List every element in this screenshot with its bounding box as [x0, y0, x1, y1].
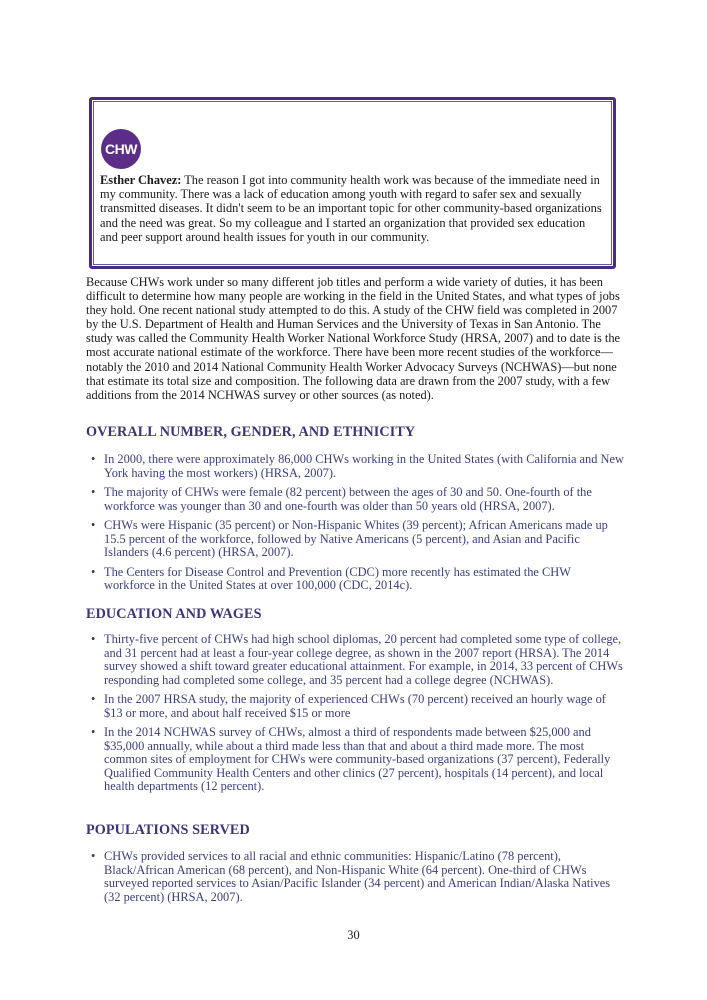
list-item: • In the 2007 HRSA study, the majority of experienced CHWs (70 percent) received an hourly wage of $13 or more, and about half received $15 or more — [86, 693, 624, 720]
bullet-list-populations — [86, 850, 624, 910]
list-item: • Thirty-five percent of CHWs had high school diplomas, 20 percent had completed some type of college, and 31 percent had at least a four-year college degree, as shown in the 2007 report (HRSA). The 2014 survey showed a shift toward greater educational attainment. For example, in 2014, 33 percent of CHWs responding had completed some college, and 35 percent had a college degree (NCHWAS). — [86, 633, 624, 687]
quote-text — [100, 173, 605, 244]
quote-speaker: Esther Chavez: — [100, 173, 182, 187]
list-item: • The Centers for Disease Control and Prevention (CDC) more recently has estimated the CHW workforce in the United States at over 100,000 (CDC, 2014c). — [86, 566, 624, 593]
list-item: • The majority of CHWs were female (82 percent) between the ages of 30 and 50. One-fourth of the workforce was younger than 30 and one-fourth was older than 50 years old (HRSA, 2007). — [86, 486, 624, 513]
quote-body: The reason I got into community health work was because of the immediate need in my community. There was a lack of education among youth with regard to safer sex and sexually transmitted diseases. It didn't seem to be an important topic for other community-based organizations and the need was great. So my colleague and I started an organization that provided sex education and peer support around health issues for youth in our community. — [100, 173, 602, 244]
section-heading-populations: POPULATIONS SERVED — [86, 822, 250, 838]
list-item: • CHWs provided services to all racial and ethnic communities: Hispanic/Latino (78 percent), Black/African American (68 percent), and Non-Hispanic White (64 percent). One-third of CHWs surveyed reported services to Asian/Pacific Islander (34 percent) and American Indian/Alaska Natives (32 percent) (HRSA, 2007). — [86, 850, 624, 904]
quote-box — [89, 97, 616, 269]
bullet-list-education — [86, 633, 624, 800]
list-item: • CHWs were Hispanic (35 percent) or Non-Hispanic Whites (39 percent); African Americans made up 15.5 percent of the workforce, followed by Native Americans (5 percent), and Asian and Pacific Islanders (4.6 percent) (HRSA, 2007). — [86, 519, 624, 560]
chw-logo-icon — [101, 129, 141, 169]
section-heading-overall: OVERALL NUMBER, GENDER, AND ETHNICITY — [86, 424, 416, 440]
bullet-list-overall — [86, 453, 624, 599]
list-item: • In the 2014 NCHWAS survey of CHWs, almost a third of respondents made between $25,000 and $35,000 annually, while about a third made less than that and about a third made more. The most common sites of employment for CHWs were community-based organizations (37 percent), Federally Qualified Community Health Centers and other clinics (27 percent), hospitals (14 percent), and local health departments (12 percent). — [86, 726, 624, 794]
intro-paragraph: Because CHWs work under so many different job titles and perform a wide variety of duties, it has been difficult to determine how many people are working in the field in the United States, and what types of jobs they hold. One recent national study attempted to do this. A study of the CHW field was completed in 2007 by the U.S. Department of Health and Human Services and the University of Texas in San Antonio. The study was called the Community Health Worker National Workforce Study (HRSA, 2007) and to date is the most accurate national estimate of the workforce. There have been more recent studies of the workforce—notably the 2010 and 2014 National Community Health Worker Advocacy Surveys (NCHWAS)—but none that estimate its total size and composition. The following data are drawn from the 2007 study, with a few additions from the 2014 NCHWAS survey or other sources (as noted). — [86, 275, 621, 402]
section-heading-education: EDUCATION AND WAGES — [86, 606, 262, 622]
list-item: • In 2000, there were approximately 86,000 CHWs working in the United States (with California and New York having the most workers) (HRSA, 2007). — [86, 453, 624, 480]
chw-badge-text: CHW — [105, 141, 137, 157]
page-number: 30 — [347, 928, 360, 942]
